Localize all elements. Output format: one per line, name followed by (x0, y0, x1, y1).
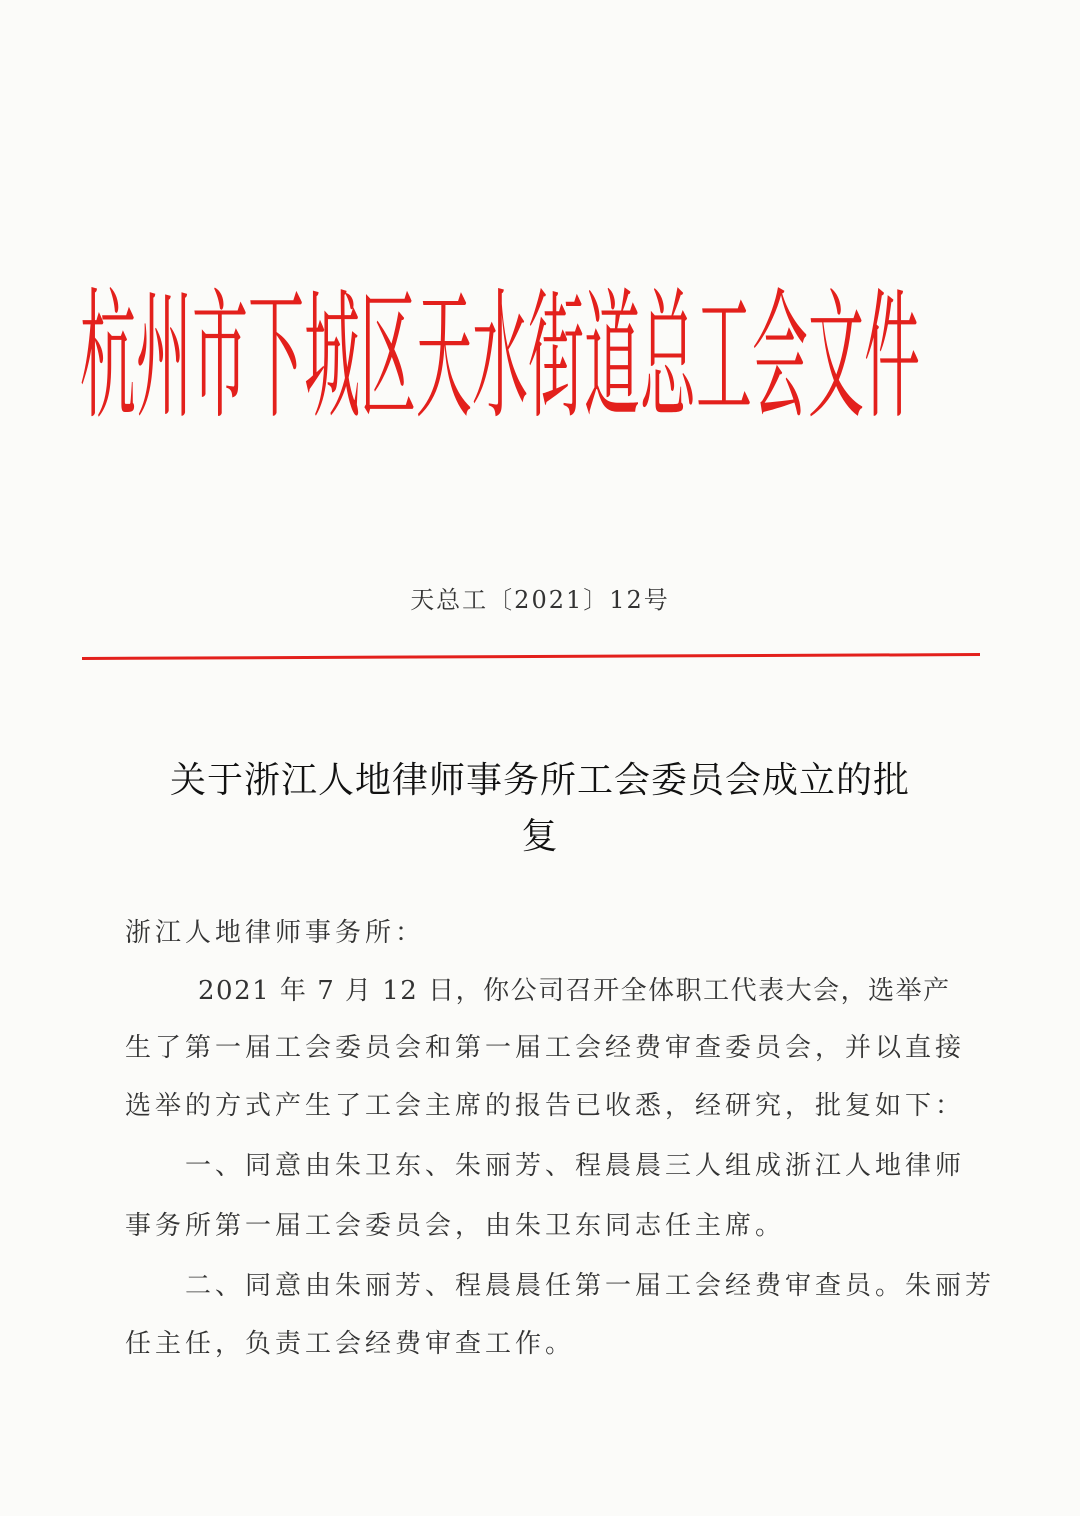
addressee: 浙江人地律师事务所： (125, 918, 426, 948)
document-title-line-1: 关于浙江人地律师事务所工会委员会成立的批 (169, 760, 910, 801)
document-number: 天总工〔2021〕12号 (410, 586, 670, 614)
body-line: 生了第一届工会委员会和第一届工会经费审查委员会，并以直接 (125, 1033, 966, 1063)
body-line: 一、同意由朱卫东、朱丽芳、程晨晨三人组成浙江人地律师 (185, 1151, 966, 1181)
body-line: 二、同意由朱丽芳、程晨晨任第一届工会经费审查员。朱丽芳 (185, 1271, 996, 1301)
document-header (80, 277, 980, 440)
body-line: 任主任，负责工会经费审查工作。 (125, 1329, 576, 1359)
body-line: 选举的方式产生了工会主席的报告已收悉，经研究，批复如下： (125, 1091, 966, 1121)
red-divider (82, 653, 980, 660)
body-line: 事务所第一届工会委员会，由朱卫东同志任主席。 (125, 1211, 786, 1241)
issuer-title: 杭州市下城区天水街道总工会文件 (80, 277, 920, 440)
document-title-line-2: 复 (521, 816, 559, 857)
body-line: 2021 年 7 月 12 日，你公司召开全体职工代表大会，选举产 (198, 976, 951, 1006)
